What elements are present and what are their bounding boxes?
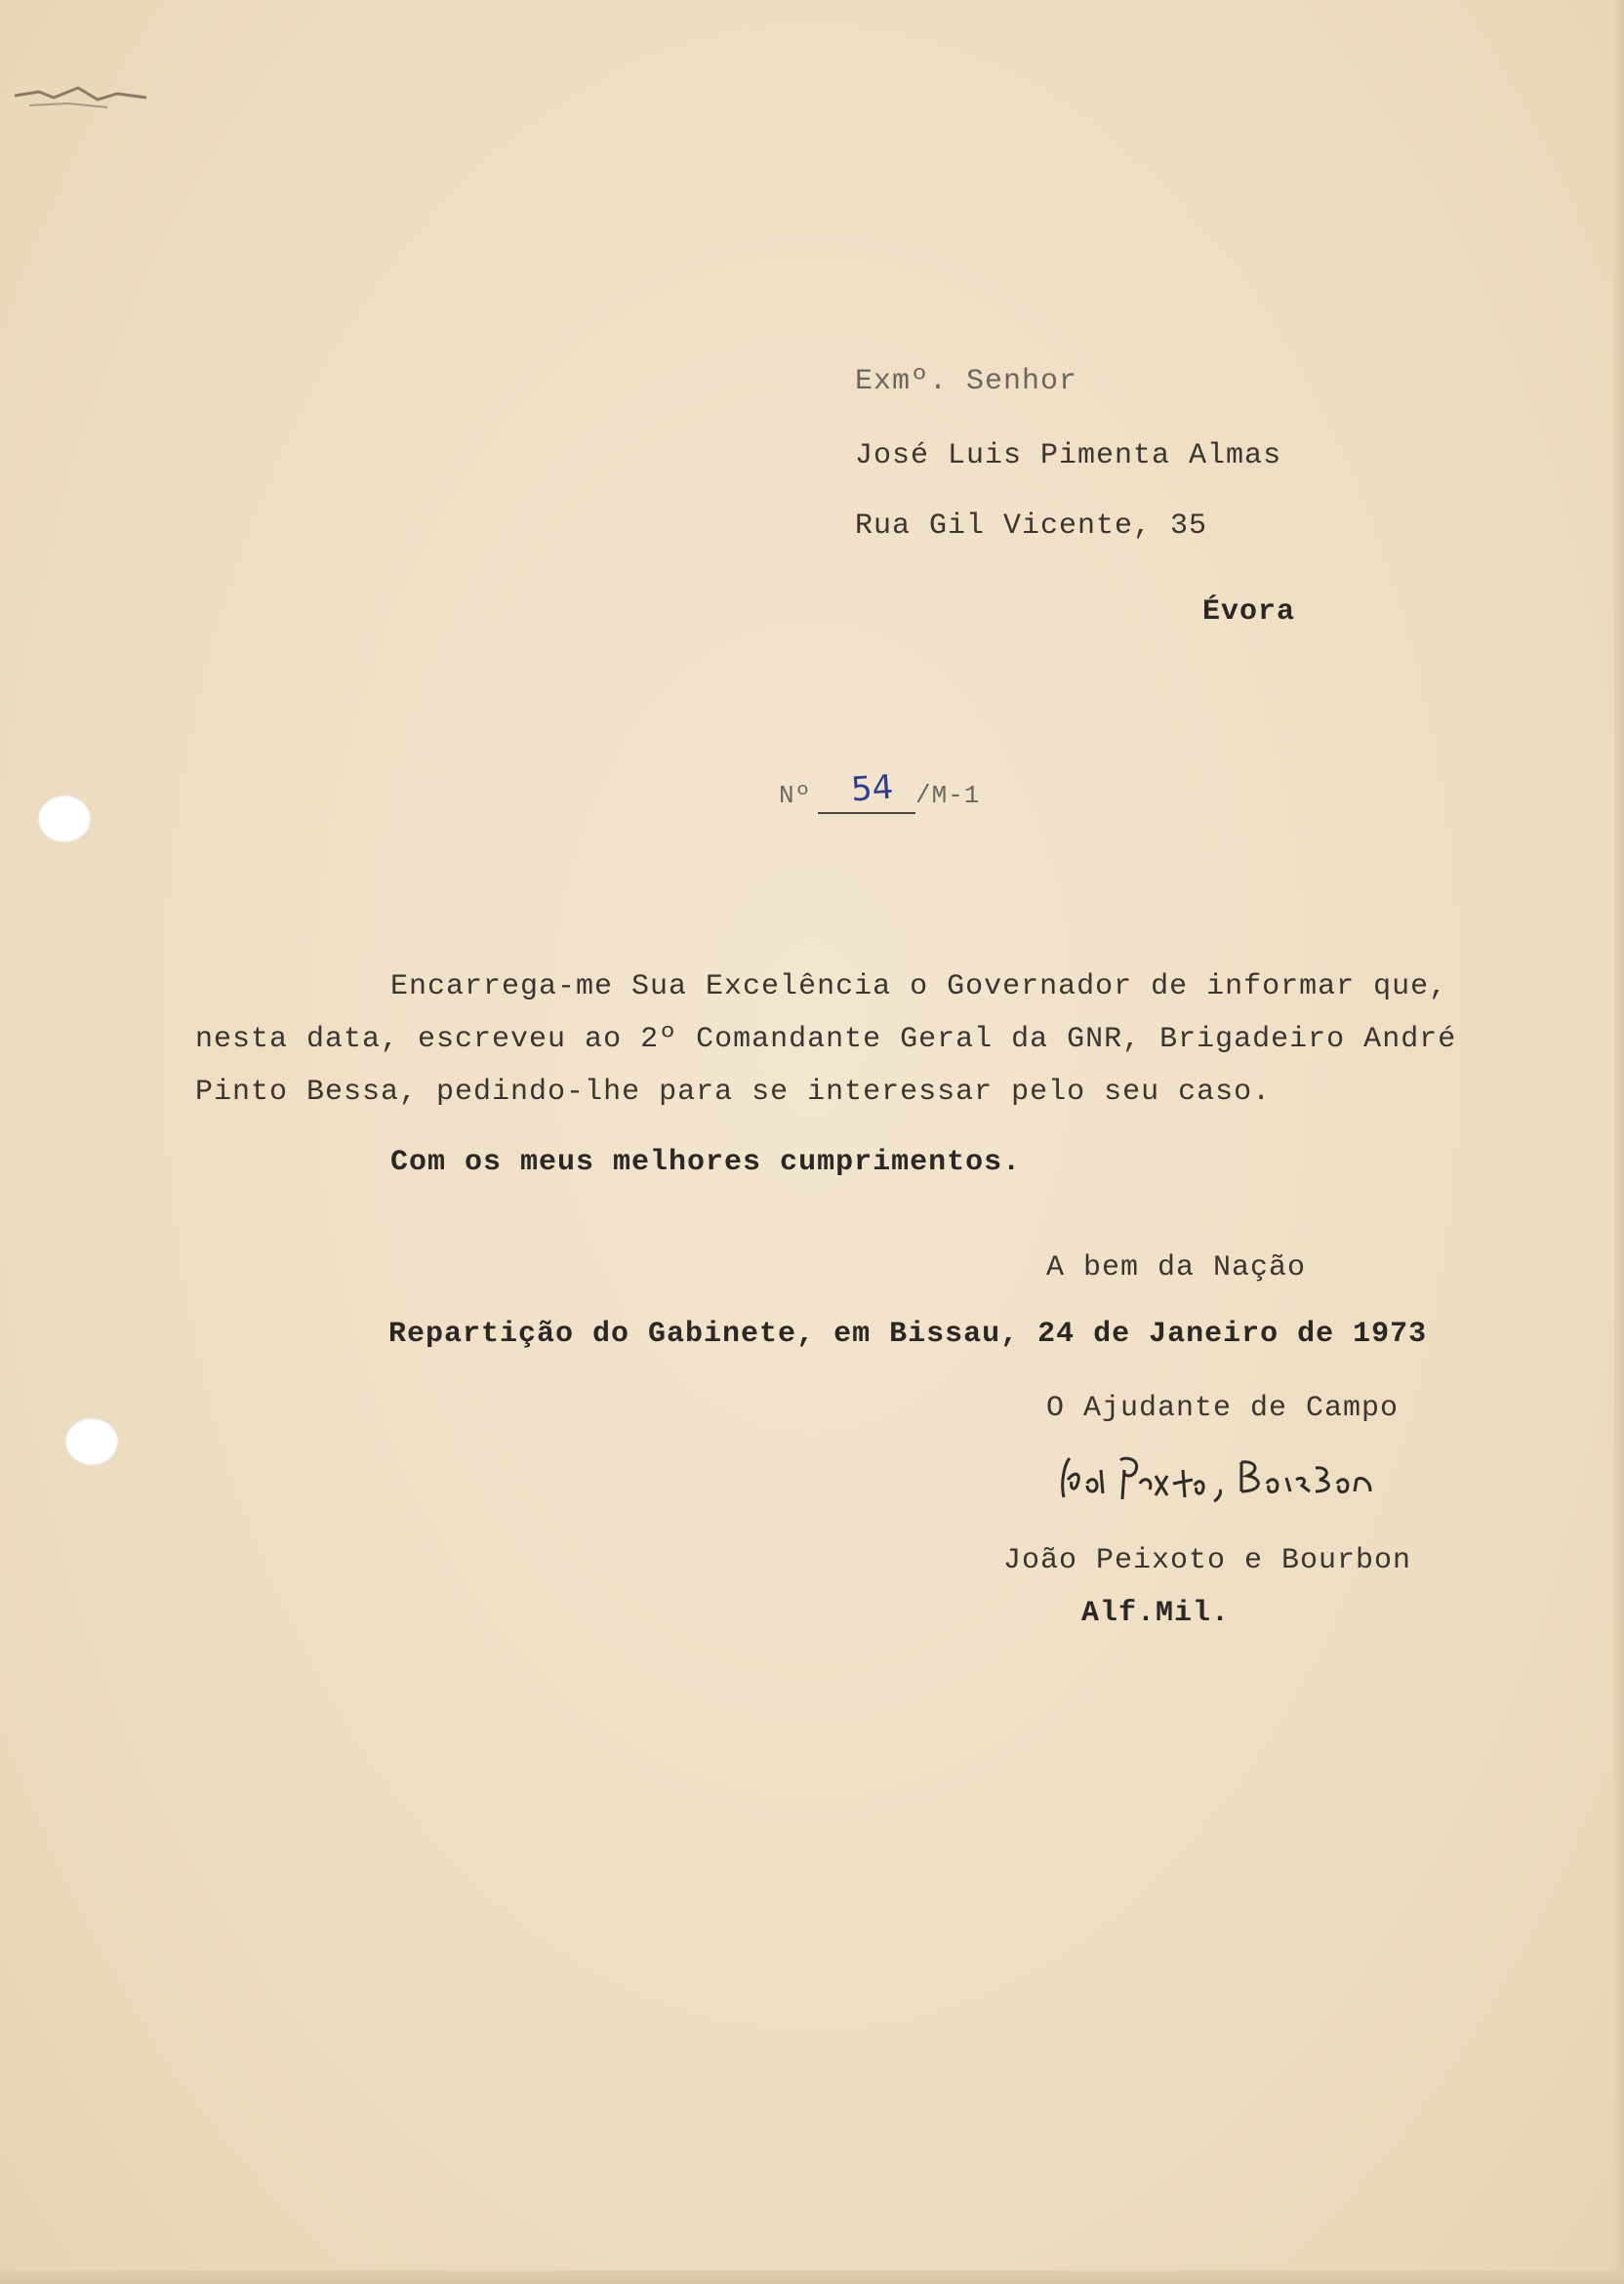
punch-hole-bottom [64, 1417, 119, 1466]
punch-hole-top [37, 795, 92, 843]
signoff-motto: A bem da Nação [1046, 1251, 1307, 1285]
body-line-3: Pinto Bessa, pedindo-lhe para se interessar pelo seu caso. [195, 1076, 1272, 1109]
signoff-place-date: Repartição do Gabinete, em Bissau, 24 de Janeiro de 1973 [388, 1318, 1428, 1351]
recipient-salutation: Exmº. Senhor [855, 365, 1078, 398]
paper-edge-right [1614, 0, 1624, 2284]
reference-number-handwritten: 54 [849, 767, 895, 810]
signoff-name: João Peixoto e Bourbon [1003, 1544, 1412, 1577]
recipient-name: José Luis Pimenta Almas [855, 439, 1282, 472]
body-line-1: Encarrega-me Sua Excelência o Governador de informar que, [390, 970, 1448, 1003]
reference-prefix: Nº [779, 781, 812, 810]
recipient-street: Rua Gil Vicente, 35 [855, 510, 1208, 543]
reference-underline [818, 812, 915, 814]
torn-corner-mark [10, 78, 156, 113]
recipient-city: Évora [1202, 595, 1296, 629]
handwritten-signature [1046, 1441, 1417, 1519]
body-line-2: nesta data, escreveu ao 2º Comandante Geral da GNR, Brigadeiro André [195, 1023, 1457, 1056]
paper-edge-bottom [0, 2270, 1624, 2284]
signoff-role: O Ajudante de Campo [1046, 1392, 1400, 1425]
reference-suffix: /M-1 [915, 781, 981, 810]
signoff-rank: Alf.Mil. [1081, 1597, 1231, 1630]
body-closing: Com os meus melhores cumprimentos. [390, 1146, 1022, 1179]
